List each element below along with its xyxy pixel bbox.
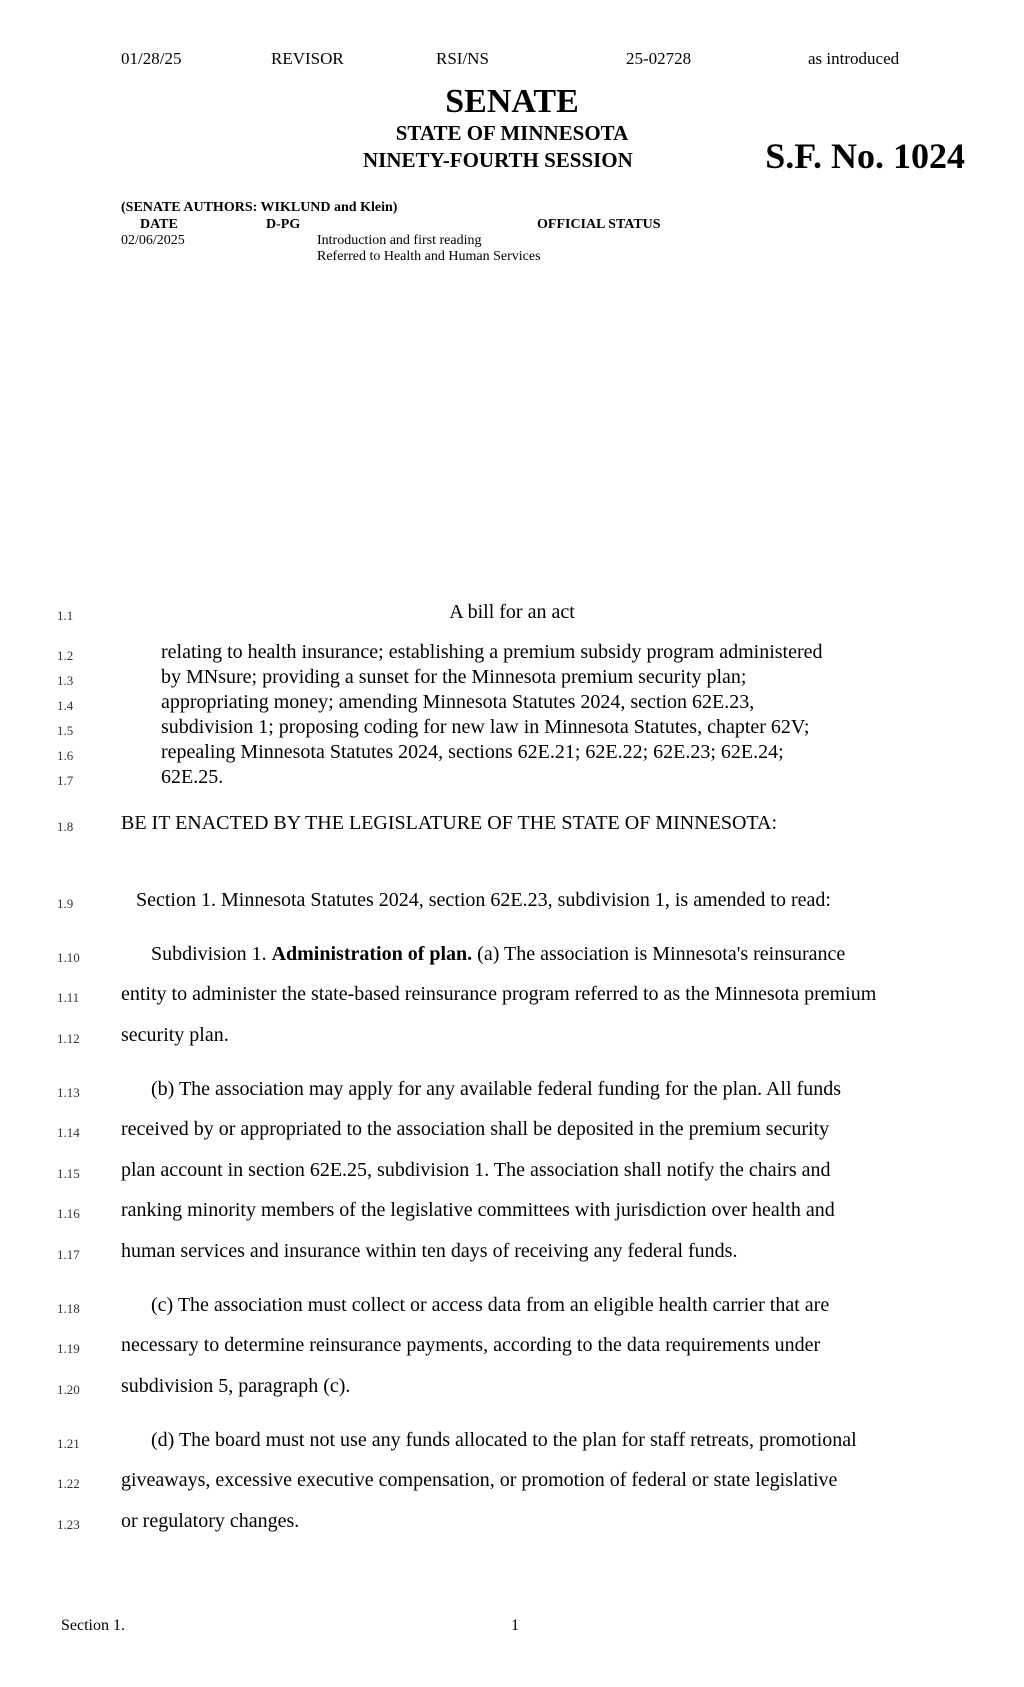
line-number: 1.13 xyxy=(57,1085,80,1100)
bill-line: plan account in section 62E.25, subdivision 1. The association shall notify the chairs and xyxy=(121,1159,831,1181)
chamber-title: SENATE xyxy=(445,83,579,120)
line-number: 1.7 xyxy=(57,773,74,788)
line-number: 1.5 xyxy=(57,723,74,738)
status-action: Referred to Health and Human Services xyxy=(317,249,541,264)
bill-line: security plan. xyxy=(121,1024,229,1046)
line-number: 1.6 xyxy=(57,748,74,763)
header-date: 01/28/25 xyxy=(121,49,182,68)
subdivision-label: Subdivision 1. xyxy=(151,943,272,965)
bill-line: (c) The association must collect or access data from an eligible health carrier that are xyxy=(151,1294,830,1316)
bill-number: S.F. No. 1024 xyxy=(765,136,965,176)
line-number: 1.23 xyxy=(57,1517,80,1532)
bill-line: repealing Minnesota Statutes 2024, sections 62E.21; 62E.22; 62E.23; 62E.24; xyxy=(161,741,784,763)
bill-line: human services and insurance within ten days of receiving any federal funds. xyxy=(121,1240,738,1262)
line-number: 1.21 xyxy=(57,1436,80,1451)
bill-line: by MNsure; providing a sunset for the Minnesota premium security plan; xyxy=(161,666,747,688)
bill-line: or regulatory changes. xyxy=(121,1510,300,1532)
line-number: 1.16 xyxy=(57,1206,80,1221)
line-number: 1.12 xyxy=(57,1031,80,1046)
session-title: NINETY-FOURTH SESSION xyxy=(363,148,633,172)
bill-line: appropriating money; amending Minnesota Statutes 2024, section 62E.23, xyxy=(161,691,755,713)
bill-line: subdivision 5, paragraph (c). xyxy=(121,1375,351,1397)
line-number: 1.17 xyxy=(57,1247,80,1262)
bill-line: ranking minority members of the legislative committees with jurisdiction over health and xyxy=(121,1199,835,1221)
senate-authors: (SENATE AUTHORS: WIKLUND and Klein) xyxy=(121,200,398,215)
page-number: 1 xyxy=(511,1617,519,1634)
bill-line: necessary to determine reinsurance payments, according to the data requirements under xyxy=(121,1334,821,1356)
header-revisor: REVISOR xyxy=(271,49,344,68)
footer-section: Section 1. xyxy=(61,1617,125,1634)
bill-line: (b) The association may apply for any available federal funding for the plan. All funds xyxy=(151,1078,841,1100)
line-number: 1.19 xyxy=(57,1341,80,1356)
bill-line: subdivision 1; proposing coding for new law in Minnesota Statutes, chapter 62V; xyxy=(161,716,810,738)
line-number: 1.3 xyxy=(57,673,74,688)
status-col-dpg: D-PG xyxy=(266,217,301,232)
line-number: 1.2 xyxy=(57,648,74,663)
line-number: 1.8 xyxy=(57,819,74,834)
line-number: 1.18 xyxy=(57,1301,80,1316)
header-status: as introduced xyxy=(808,49,900,68)
bill-line: entity to administer the state-based reinsurance program referred to as the Minnesota premium xyxy=(121,983,877,1005)
bill-line: (d) The board must not use any funds allocated to the plan for staff retreats, promotional xyxy=(151,1429,857,1451)
header-initials: RSI/NS xyxy=(436,49,489,68)
line-number: 1.22 xyxy=(57,1476,80,1491)
bill-line: 62E.25. xyxy=(161,766,224,788)
header-doc-number: 25-02728 xyxy=(626,49,692,68)
bill-title: A bill for an act xyxy=(449,601,575,623)
subdivision-heading: Administration of plan. xyxy=(271,943,473,965)
bill-line: relating to health insurance; establishing a premium subsidy program administered xyxy=(161,641,823,663)
subdivision-text: (a) The association is Minnesota's reinsurance xyxy=(472,943,846,965)
status-row-date: 02/06/2025 xyxy=(121,233,185,248)
line-number: 1.9 xyxy=(57,896,74,911)
line-number: 1.15 xyxy=(57,1166,80,1181)
bill-line: received by or appropriated to the association shall be deposited in the premium security xyxy=(121,1118,830,1140)
status-col-date: DATE xyxy=(140,217,178,232)
line-number: 1.11 xyxy=(57,990,80,1005)
line-number: 1.14 xyxy=(57,1125,80,1140)
section-heading: Section 1. Minnesota Statutes 2024, section 62E.23, subdivision 1, is amended to read: xyxy=(136,889,831,911)
state-title: STATE OF MINNESOTA xyxy=(395,121,629,145)
line-number: 1.20 xyxy=(57,1382,80,1397)
line-number: 1.10 xyxy=(57,950,80,965)
status-action: Introduction and first reading xyxy=(317,233,482,248)
status-col-official: OFFICIAL STATUS xyxy=(537,217,661,232)
bill-line: giveaways, excessive executive compensation, or promotion of federal or state legislative xyxy=(121,1469,838,1491)
line-number: 1.1 xyxy=(57,608,74,623)
line-number: 1.4 xyxy=(57,698,74,713)
enacting-clause: BE IT ENACTED BY THE LEGISLATURE OF THE STATE OF MINNESOTA: xyxy=(121,812,778,834)
bill-line xyxy=(151,943,845,966)
